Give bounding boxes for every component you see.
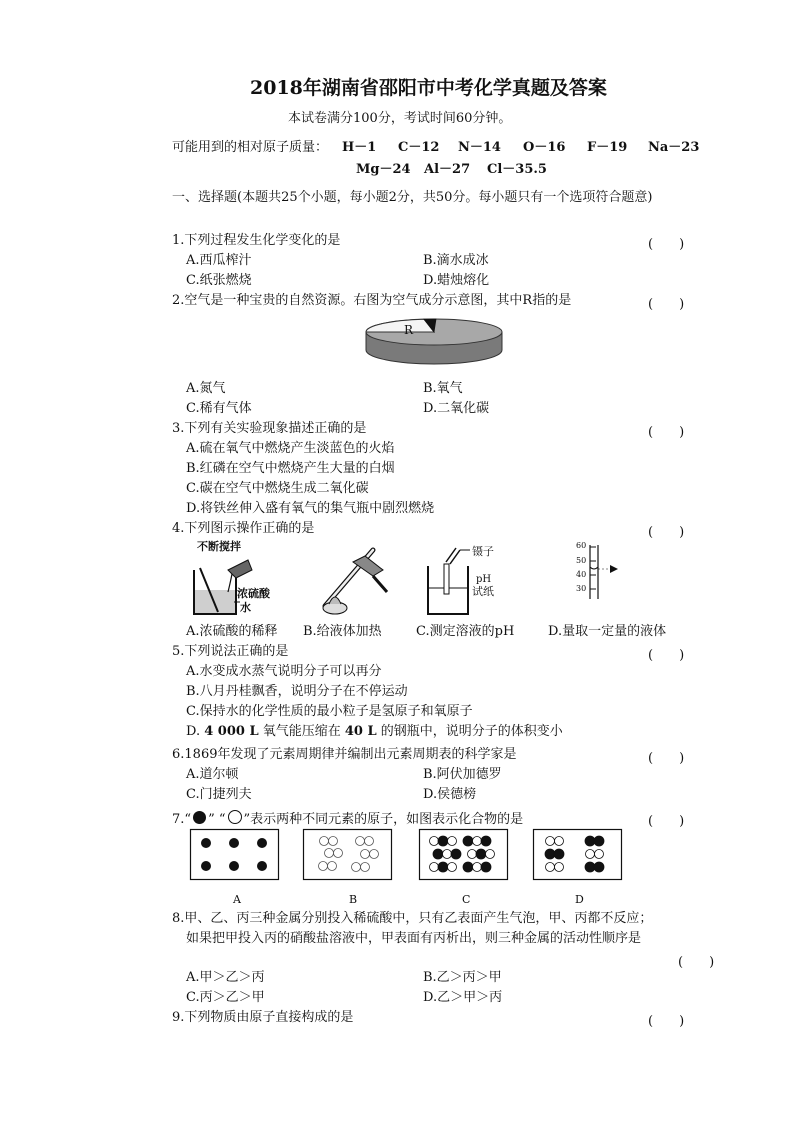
q8-answer-paren: ( ) <box>678 955 715 970</box>
white-atom-icon <box>228 810 242 824</box>
q7-particle-diagrams <box>190 829 660 881</box>
q5-d-mid: 氧气能压缩在 <box>258 724 345 739</box>
label-stir: 不断搅拌 <box>197 540 241 553</box>
q3-stem: 3.下列有关实验现象描述正确的是 <box>172 421 367 436</box>
tick-40: 40 <box>576 570 587 579</box>
q8-option-c: C.丙＞乙＞甲 <box>186 990 265 1005</box>
tick-30: 30 <box>576 584 587 593</box>
q7-label-d: D <box>575 893 584 906</box>
q3-answer-paren: ( ) <box>648 425 685 440</box>
q5-stem: 5.下列说法正确的是 <box>172 644 289 659</box>
q5-d-volume2: 40 L <box>344 724 377 739</box>
q4-option-a: A.浓硫酸的稀释 <box>186 624 278 639</box>
q7-stem-prefix: 7.“ <box>172 812 192 827</box>
atomic-mass-h: H－1 <box>342 140 377 155</box>
q6-option-c: C.门捷列夫 <box>186 787 252 802</box>
q5-answer-paren: ( ) <box>648 648 685 663</box>
atomic-mass-o: O－16 <box>523 140 566 155</box>
label-conc-acid: 浓硫酸 <box>237 587 270 600</box>
atomic-mass-na: Na－23 <box>648 140 700 155</box>
q4-option-d: D.量取一定量的液体 <box>548 624 667 639</box>
q8-stem-line1: 8.甲、乙、丙三种金属分别投入稀硫酸中，只有乙表面产生气泡，甲、丙都不反应； <box>172 911 653 926</box>
q1-answer-paren: ( ) <box>648 237 685 252</box>
particle-box-a <box>191 830 279 880</box>
q7-stem <box>172 810 523 828</box>
q7-label-b: B <box>349 893 358 906</box>
q5-option-b: B.八月丹桂飘香，说明分子在不停运动 <box>186 684 408 699</box>
atomic-mass-label: 可能用到的相对原子质量： <box>172 140 329 155</box>
q4-option-b: B.给液体加热 <box>303 624 382 639</box>
section-heading: 一、选择题(本题共25个小题，每小题2分，共50分。每小题只有一个选项符合题意) <box>172 190 653 205</box>
q4-answer-paren: ( ) <box>648 525 685 540</box>
q4-stem: 4.下列图示操作正确的是 <box>172 521 315 536</box>
q4-option-c: C.测定溶液的pH <box>416 624 515 639</box>
label-water: 水 <box>240 601 251 614</box>
tick-60: 60 <box>576 541 587 550</box>
q2-option-d: D.二氧化碳 <box>423 401 490 416</box>
q2-option-b: B.氧气 <box>423 381 463 396</box>
q6-option-b: B.阿伏加德罗 <box>423 767 502 782</box>
q9-answer-paren: ( ) <box>648 1014 685 1029</box>
atomic-mass-c: C－12 <box>398 140 440 155</box>
q2-answer-paren: ( ) <box>648 297 685 312</box>
atomic-mass-cl: Cl－35.5 <box>487 162 547 177</box>
particle-box-b <box>304 830 392 880</box>
q1-option-a: A.西瓜榨汁 <box>186 253 252 268</box>
pie-r-label: R <box>404 323 414 337</box>
q3-option-a: A.硫在氧气中燃烧产生淡蓝色的火焰 <box>186 441 395 456</box>
label-tweezers: 镊子 <box>472 545 494 558</box>
q9-stem: 9.下列物质由原子直接构成的是 <box>172 1010 354 1025</box>
q2-stem: 2.空气是一种宝贵的自然资源。右图为空气成分示意图，其中R指的是 <box>172 293 572 308</box>
q7-label-a: A <box>233 893 241 906</box>
q6-answer-paren: ( ) <box>648 751 685 766</box>
atomic-mass-mg: Mg－24 <box>356 162 411 177</box>
atomic-mass-al: Al－27 <box>424 162 471 177</box>
particle-box-c <box>420 830 508 880</box>
particle-box-d <box>534 830 622 880</box>
q1-option-b: B.滴水成冰 <box>423 253 489 268</box>
q7-stem-mid: ” “ <box>208 812 226 827</box>
q1-option-c: C.纸张燃烧 <box>186 273 252 288</box>
q7-answer-paren: ( ) <box>648 814 685 829</box>
q8-option-a: A.甲＞乙＞丙 <box>186 970 265 985</box>
q3-option-b: B.红磷在空气中燃烧产生大量的白烟 <box>186 461 395 476</box>
atomic-mass-f: F－19 <box>587 140 628 155</box>
q1-option-d: D.蜡烛熔化 <box>423 273 490 288</box>
atomic-mass-n: N－14 <box>458 140 501 155</box>
label-ph: pH <box>476 574 492 585</box>
q2-option-a: A.氮气 <box>186 381 226 396</box>
q8-stem-line2: 如果把甲投入丙的硝酸盐溶液中，甲表面有丙析出，则三种金属的活动性顺序是 <box>186 931 642 946</box>
q6-option-d: D.侯德榜 <box>423 787 477 802</box>
q6-stem: 6.1869年发现了元素周期律并编制出元素周期表的科学家是 <box>172 747 517 762</box>
q5-d-volume1: 4 000 L <box>204 724 259 739</box>
q6-option-a: A.道尔顿 <box>186 767 239 782</box>
q8-option-b: B.乙＞丙＞甲 <box>423 970 502 985</box>
subtitle: 本试卷满分100分，考试时间60分钟。 <box>288 111 512 126</box>
q3-option-c: C.碳在空气中燃烧生成二氧化碳 <box>186 481 369 496</box>
q7-stem-end: ”表示两种不同元素的原子，如图表示化合物的是 <box>243 812 524 827</box>
q5-option-d <box>186 724 563 740</box>
q5-option-c: C.保持水的化学性质的最小粒子是氢原子和氧原子 <box>186 704 473 719</box>
q7-label-c: C <box>462 893 471 906</box>
label-test-paper: 试纸 <box>472 585 494 598</box>
q5-option-a: A.水变成水蒸气说明分子可以再分 <box>186 664 382 679</box>
page-title: 2018年湖南省邵阳市中考化学真题及答案 <box>250 77 607 99</box>
q2-option-c: C.稀有气体 <box>186 401 252 416</box>
q5-d-end: 的钢瓶中，说明分子的体积变小 <box>376 724 563 739</box>
black-atom-icon <box>193 811 206 824</box>
q8-option-d: D.乙＞甲＞丙 <box>423 990 503 1005</box>
air-composition-pie <box>364 318 504 370</box>
heating-liquid-illustration <box>313 540 393 618</box>
q5-d-prefix: D. <box>186 724 205 739</box>
q3-option-d: D.将铁丝伸入盛有氧气的集气瓶中剧烈燃烧 <box>186 501 435 516</box>
tick-50: 50 <box>576 556 587 565</box>
q1-stem: 1.下列过程发生化学变化的是 <box>172 233 341 248</box>
